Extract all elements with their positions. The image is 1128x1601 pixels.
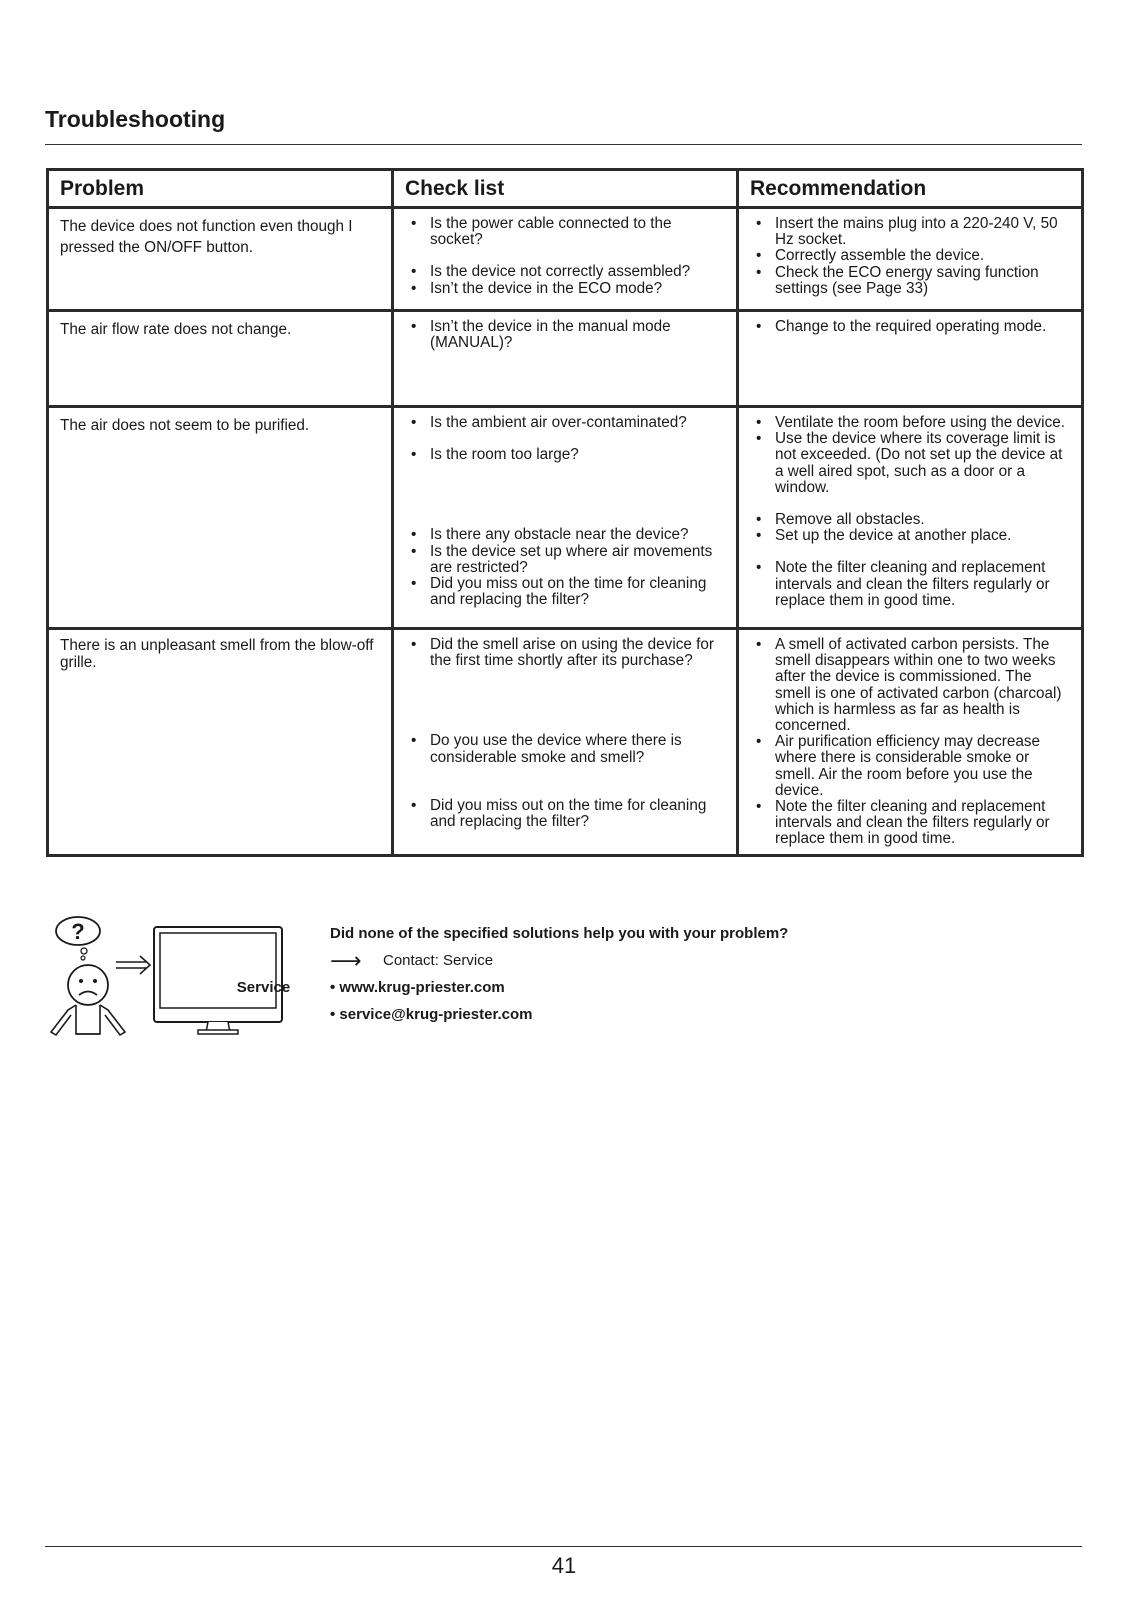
list-item: • Use the device where its coverage limit is not exceeded. (Do not set up the device at a well aired spot, such as a door or a window.	[750, 431, 1070, 496]
check-list	[405, 637, 725, 830]
table-header-row	[48, 170, 1083, 208]
problem-cell	[48, 311, 393, 407]
recommendation-cell	[738, 407, 1083, 629]
list-item: • Note the filter cleaning and replacement intervals and clean the filters regularly or replace them in good time.	[750, 560, 1070, 609]
page-title: Troubleshooting	[45, 106, 226, 132]
header-check-list: Check list	[393, 170, 738, 208]
check-list-cell	[393, 407, 738, 629]
check-list-cell	[393, 629, 738, 856]
list-item: • Did you miss out on the time for cleaning and replacing the filter?	[405, 798, 725, 830]
recommendation-cell	[738, 629, 1083, 856]
question-mark: ?	[71, 919, 85, 944]
list-item: • Air purification efficiency may decrease where there is considerable smoke or smell. Air the room before you use the device.	[750, 734, 1070, 799]
list-item: • Did the smell arise on using the device for the first time shortly after its purchase?	[405, 637, 725, 669]
website-link[interactable]: • www.krug-priester.com	[330, 979, 505, 996]
list-item: • Correctly assemble the device.	[750, 248, 1070, 264]
recommendation-list	[750, 637, 1070, 848]
problem-cell	[48, 208, 393, 311]
sad-face-icon	[68, 965, 108, 1005]
list-item: • Change to the required operating mode.	[750, 319, 1070, 335]
email-link[interactable]: • service@krug-priester.com	[330, 1006, 533, 1023]
list-item: • Isn’t the device in the ECO mode?	[405, 281, 725, 297]
list-item: • Do you use the device where there is considerable smoke and smell?	[405, 733, 725, 765]
service-screen-label: Service	[236, 979, 291, 996]
list-item: • Is the ambient air over-contaminated?	[405, 415, 725, 431]
right-arrow-icon: ⟶	[330, 947, 362, 973]
page-number: 41	[551, 1553, 577, 1578]
problem-cell	[48, 407, 393, 629]
footer-divider	[45, 1546, 1082, 1547]
problem-text: The device does not function even though I pressed the ON/OFF button.	[60, 218, 353, 256]
list-item: • Isn’t the device in the manual mode (MANUAL)?	[405, 319, 725, 351]
header-problem: Problem	[48, 170, 393, 208]
recommendation-list	[750, 319, 1070, 335]
list-item: • Did you miss out on the time for cleaning and replacing the filter?	[405, 576, 725, 608]
list-item: • Is the device not correctly assembled?	[405, 264, 725, 280]
recommendation-cell	[738, 208, 1083, 311]
table-row	[48, 407, 1083, 629]
list-item: • Is there any obstacle near the device?	[405, 527, 725, 543]
list-item: • Is the power cable connected to the socket?	[405, 216, 725, 248]
contact-line	[330, 947, 1070, 973]
check-list	[405, 415, 725, 608]
recommendation-cell	[738, 311, 1083, 407]
header-recommendation: Recommendation	[738, 170, 1083, 208]
help-text-block	[330, 925, 1070, 1033]
check-list-cell	[393, 208, 738, 311]
table-row	[48, 208, 1083, 311]
problem-cell	[48, 629, 393, 856]
problem-text: The air flow rate does not change.	[60, 321, 292, 338]
check-list-cell	[393, 311, 738, 407]
list-item: • Note the filter cleaning and replacement intervals and clean the filters regularly or replace them in good time.	[750, 799, 1070, 848]
recommendation-list	[750, 216, 1070, 297]
recommendation-list	[750, 415, 1070, 609]
list-item: • Set up the device at another place.	[750, 528, 1070, 544]
table-row	[48, 629, 1083, 856]
problem-text: There is an unpleasant smell from the blow-off grille.	[60, 637, 374, 671]
help-question: Did none of the specified solutions help you with your problem?	[330, 925, 789, 942]
list-item: • Is the device set up where air movements are restricted?	[405, 544, 725, 576]
list-item: • Is the room too large?	[405, 447, 725, 463]
check-list	[405, 319, 725, 351]
double-arrow-icon	[116, 956, 150, 974]
question-bubble-icon	[56, 917, 100, 960]
list-item: • A smell of activated carbon persists. The smell disappears within one to two weeks after the device is commissioned. The smell is one of activated carbon (charcoal) which is harmless as far as health is concerned.	[750, 637, 1070, 734]
list-item: • Ventilate the room before using the device.	[750, 415, 1070, 431]
title-divider	[45, 144, 1082, 145]
list-item: • Insert the mains plug into a 220-240 V, 50 Hz socket.	[750, 216, 1070, 248]
person-body-icon	[51, 1005, 125, 1035]
table-row	[48, 311, 1083, 407]
help-section	[46, 910, 1081, 1060]
troubleshooting-table	[46, 168, 1084, 857]
problem-text: The air does not seem to be purified.	[60, 417, 310, 434]
check-list	[405, 216, 725, 297]
list-item: • Remove all obstacles.	[750, 512, 1070, 528]
contact-label: Contact: Service	[383, 952, 494, 969]
list-item: • Check the ECO energy saving function settings (see Page 33)	[750, 265, 1070, 297]
